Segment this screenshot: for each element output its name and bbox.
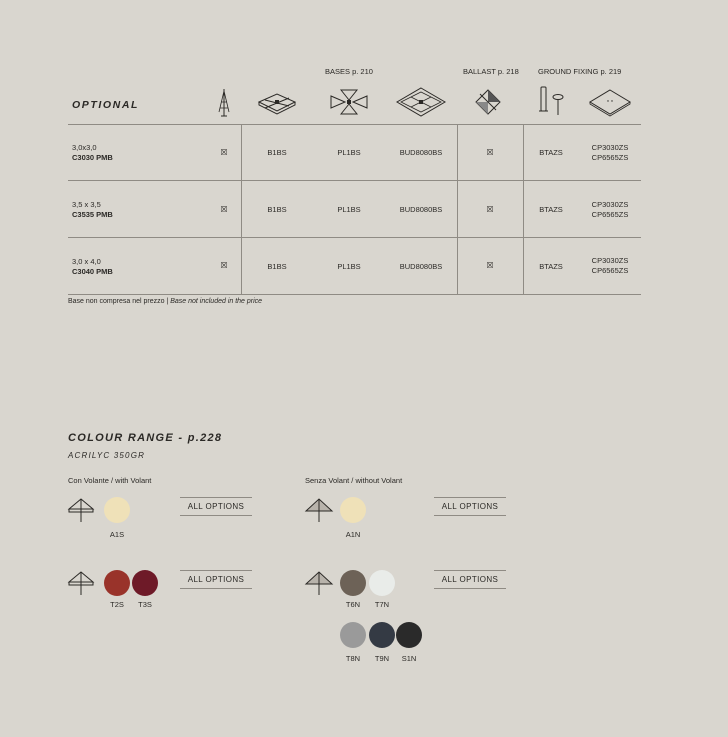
umbrella-no-volant-icon (305, 570, 333, 596)
square-base-icon (395, 86, 447, 118)
umbrella-volant-icon (67, 497, 95, 523)
ground-fixing-header: GROUND FIXING p. 219 (538, 67, 622, 76)
swatch-t6n[interactable] (340, 570, 366, 596)
base2-cell: PL1BS (337, 205, 361, 214)
base1-cell: B1BS (267, 148, 287, 157)
swatch-label: T2S (110, 600, 124, 609)
gf2b-value: CP6565ZS (591, 210, 629, 219)
all-options-button[interactable]: ALL OPTIONS (180, 570, 252, 589)
gf2-cell (570, 143, 650, 163)
swatch-label: T3S (138, 600, 152, 609)
row-divider (68, 180, 641, 181)
all-options-button[interactable]: ALL OPTIONS (434, 497, 506, 516)
gf2-cell (570, 200, 650, 220)
row-size: 3,0 x 4,0 (72, 257, 101, 266)
ballast-cell: ☒ (486, 205, 494, 214)
base3-cell: BUD8080BS (399, 148, 443, 157)
colour-range-title: COLOUR RANGE - p.228 (68, 432, 223, 444)
plate-base-icon (327, 88, 371, 116)
gf1-cell: BTAZS (539, 148, 563, 157)
swatch-s1n[interactable] (396, 622, 422, 648)
row-code: C3040 PMB (72, 267, 113, 276)
swatch-t9n[interactable] (369, 622, 395, 648)
note-en: Base not included in the price (170, 298, 263, 305)
gf2-cell (570, 256, 650, 276)
row-size: 3,0x3,0 (72, 143, 97, 152)
swatch-label: A1S (109, 530, 125, 539)
ground-plate-icon (588, 88, 632, 116)
gf2a-value: CP3030ZS (591, 200, 629, 209)
swatch-t8n[interactable] (340, 622, 366, 648)
optional-heading: OPTIONAL (72, 99, 140, 111)
umbrella-no-volant-icon (305, 497, 333, 523)
table-row (72, 257, 113, 277)
table-row (72, 143, 113, 163)
gf2b-value: CP6565ZS (591, 266, 629, 275)
gf1-cell: BTAZS (539, 262, 563, 271)
ballast-header: BALLAST p. 218 (463, 67, 519, 76)
swatch-a1n[interactable] (340, 497, 366, 523)
swatch-t7n[interactable] (369, 570, 395, 596)
gf1-cell: BTAZS (539, 205, 563, 214)
all-options-button[interactable]: ALL OPTIONS (434, 570, 506, 589)
note-it: Base non compresa nel prezzo | (68, 298, 171, 305)
row-code: C3535 PMB (72, 210, 113, 219)
umbrella-volant-icon (67, 570, 95, 596)
gf2a-value: CP3030ZS (591, 143, 629, 152)
base1-cell: B1BS (267, 262, 287, 271)
bases-header: BASES p. 210 (325, 67, 373, 76)
base2-cell: PL1BS (337, 148, 361, 157)
umbrella-cell: ☒ (220, 148, 228, 157)
ballast-icon (474, 88, 502, 116)
ballast-cell: ☒ (486, 261, 494, 270)
with-volant-label: Con Volante / with Volant (68, 476, 152, 485)
cross-base-icon (256, 90, 298, 116)
ballast-cell: ☒ (486, 148, 494, 157)
swatch-label: A1N (345, 530, 361, 539)
swatch-label: T7N (374, 600, 390, 609)
table-top-rule (68, 124, 641, 125)
table-row (72, 200, 113, 220)
umbrella-closed-icon (216, 88, 232, 118)
colour-range-subtitle: ACRILYC 350GR (68, 451, 146, 460)
swatch-label: T9N (374, 654, 390, 663)
base3-cell: BUD8080BS (399, 262, 443, 271)
gf2b-value: CP6565ZS (591, 153, 629, 162)
swatch-a1s[interactable] (104, 497, 130, 523)
row-size: 3,5 x 3,5 (72, 200, 101, 209)
swatch-label: S1N (401, 654, 417, 663)
swatch-label: T6N (345, 600, 361, 609)
base3-cell: BUD8080BS (399, 205, 443, 214)
without-volant-label: Senza Volant / without Volant (305, 476, 403, 485)
gf2a-value: CP3030ZS (591, 256, 629, 265)
swatch-label: T8N (345, 654, 361, 663)
ground-anchor-icon (538, 85, 566, 119)
swatch-t2s[interactable] (104, 570, 130, 596)
table-bottom-rule (68, 294, 641, 295)
row-code: C3030 PMB (72, 153, 113, 162)
price-note (68, 298, 262, 305)
base1-cell: B1BS (267, 205, 287, 214)
umbrella-cell: ☒ (220, 261, 228, 270)
base2-cell: PL1BS (337, 262, 361, 271)
all-options-button[interactable]: ALL OPTIONS (180, 497, 252, 516)
umbrella-cell: ☒ (220, 205, 228, 214)
swatch-t3s[interactable] (132, 570, 158, 596)
row-divider (68, 237, 641, 238)
